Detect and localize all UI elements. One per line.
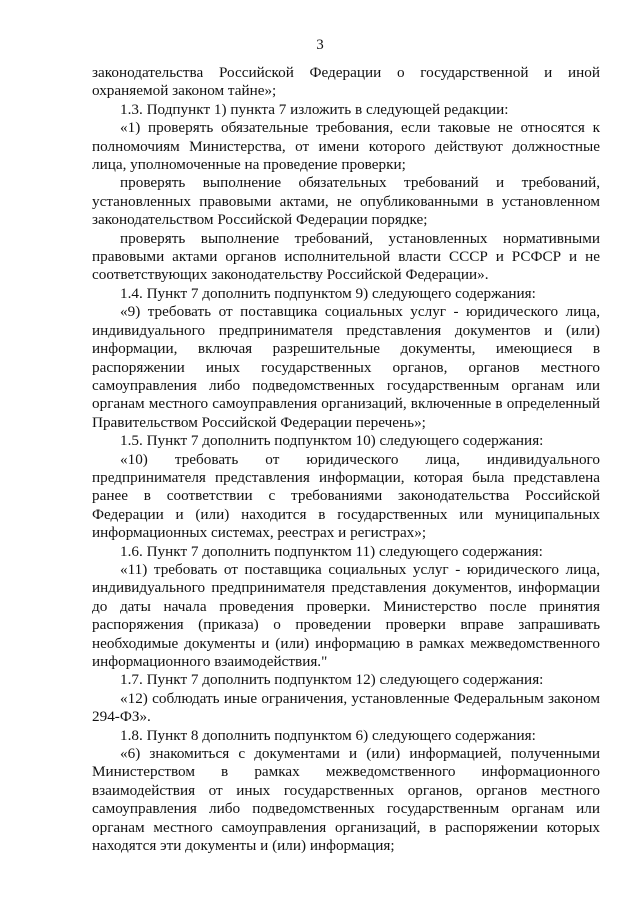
paragraph-item-1-6: 1.6. Пункт 7 дополнить подпунктом 11) следующего содержания:	[120, 542, 543, 560]
paragraph-item-1-5: 1.5. Пункт 7 дополнить подпунктом 10) следующего содержания:	[120, 432, 544, 450]
paragraph-subitem-1-cont-a: проверять выполнение обязательных требований и требований, установленных правовыми актами, не опубликованными в установленном законодательством Российской Федерации порядке;	[92, 174, 600, 229]
paragraph-subitem-1: «1) проверять обязательные требования, если таковые не относятся к полномочиям Министерства, от имени которого действуют должностные лица, уполномоченные на проведение проверки;	[92, 119, 600, 174]
paragraph-item-1-3: 1.3. Подпункт 1) пункта 7 изложить в следующей редакции:	[120, 100, 509, 118]
page-number: 3	[316, 37, 324, 53]
document-body	[92, 64, 600, 855]
paragraph-subitem-6: «6) знакомиться с документами и (или) информацией, полученными Министерством в рамках межведомственного информационного взаимодействия от иных государственных органов, органов местного самоуправления либо подведомственных государственным органам или органам местного самоуправления организаций, в распоряжении которых находятся эти документы и (или) информация;	[92, 745, 600, 855]
paragraph-item-1-7: 1.7. Пункт 7 дополнить подпунктом 12) следующего содержания:	[120, 671, 544, 689]
paragraph-subitem-11: «11) требовать от поставщика социальных услуг - юридического лица, индивидуального предпринимателя представления документов, информации до даты начала проведения проверки. Министерство после принятия распоряжения (приказа) о проведении проверки вправе запрашивать необходимые документы и (или) информацию в рамках межведомственного информационного взаимодействия."	[92, 560, 600, 670]
paragraph-item-1-8: 1.8. Пункт 8 дополнить подпунктом 6) следующего содержания:	[120, 726, 536, 744]
paragraph-subitem-1-cont-b: проверять выполнение требований, установленных нормативными правовыми актами органов исполнительной власти СССР и РСФСР и не соответствующих законодательству Российской Федерации».	[92, 229, 600, 284]
paragraph-subitem-10: «10) требовать от юридического лица, индивидуального предпринимателя представления информации, которая была представлена ранее в соответствии с требованиями законодательства Российской Федерации и (или) находится в государственных или муниципальных информационных системах, реестрах и регистрах»;	[92, 450, 600, 542]
paragraph-continuation: законодательства Российской Федерации о государственной и иной охраняемой законом тайне»;	[92, 64, 600, 100]
paragraph-subitem-9: «9) требовать от поставщика социальных услуг - юридического лица, индивидуального предпринимателя представления документов и (или) информации, включая разрешительные документы, имеющиеся в распоряжении иных государственных органов, органов местного самоуправления либо подведомственных государственным органам или органам местного самоуправления организаций, включенные в определенный Правительством Российской Федерации перечень»;	[92, 303, 600, 431]
paragraph-item-1-4: 1.4. Пункт 7 дополнить подпунктом 9) следующего содержания:	[120, 284, 536, 302]
paragraph-subitem-12: «12) соблюдать иные ограничения, установленные Федеральным законом 294-ФЗ».	[92, 689, 600, 726]
